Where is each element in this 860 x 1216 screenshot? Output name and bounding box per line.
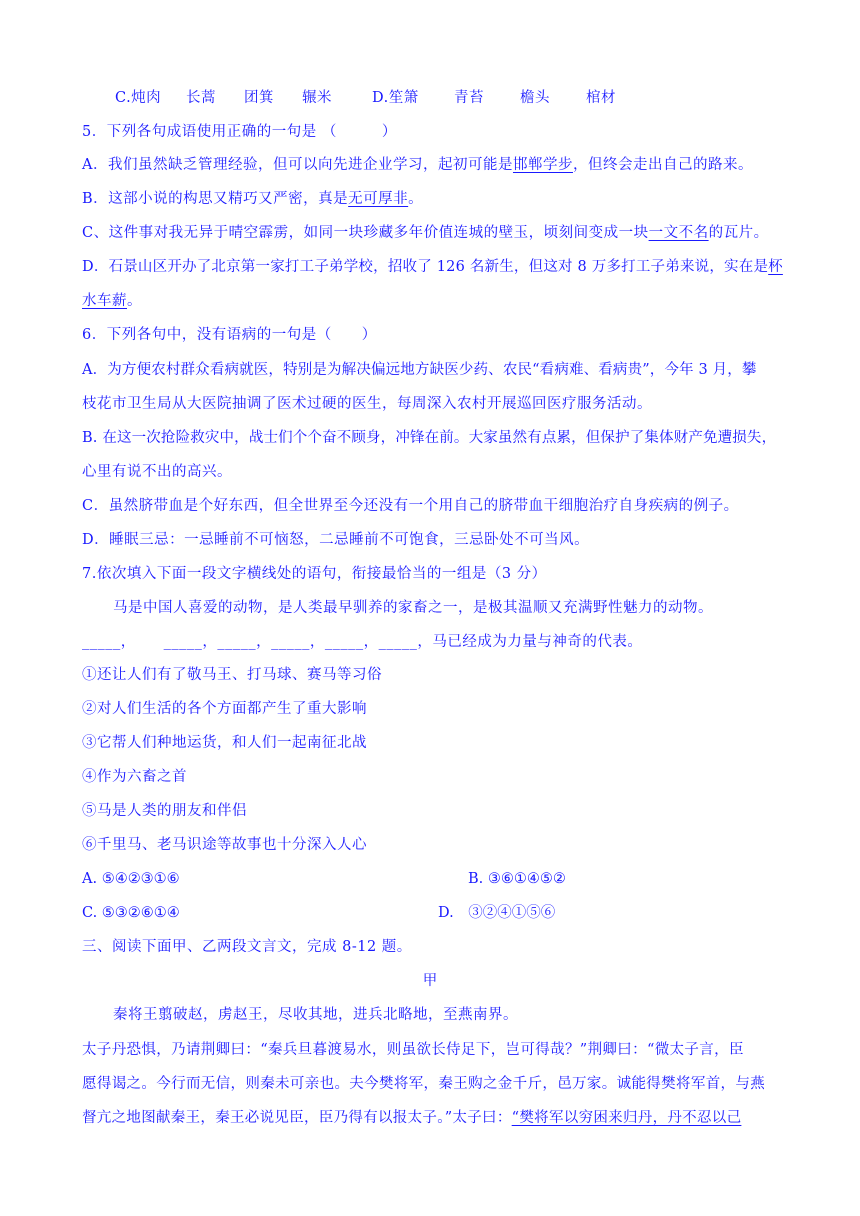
q7-option-b: B. ③⑥①④⑤②	[468, 871, 566, 887]
q6-option-a-line1: A．为方便农村群众看病就医，特别是为解决偏远地方缺医少药、农民“看病难、看病贵”，今年 3 月，攀	[82, 362, 757, 378]
q5-option-c: C、这件事对我无异于晴空霹雳，如同一块珍藏多年价值连城的壁玉，顷刻间变成一块一文不名的瓦片。	[82, 225, 769, 241]
q6-option-c: C．虽然脐带血是个好东西，但全世界至今还没有一个用自己的脐带血干细胞治疗自身疾病的例子。	[82, 498, 739, 514]
q7-option-a: A. ⑤④②③①⑥	[82, 871, 180, 887]
q4-option-c-word2: 长蒿	[186, 90, 216, 106]
q7-option-c: C. ⑤③②⑥①④	[82, 905, 180, 921]
passage-jia-line-4: 督亢之地图献秦王，秦王必说见臣，臣乃得有以报太子。”太子曰：“樊将军以穷困来归丹，丹不忍以己	[82, 1110, 742, 1126]
q4-option-c-word4: 辗米	[302, 90, 332, 106]
q5-d-idiom-part2: 水车薪	[82, 293, 127, 309]
q7-passage: 马是中国人喜爱的动物，是人类最早驯养的家畜之一，是极其温顺又充满野性魅力的动物。	[113, 600, 713, 616]
q6-option-a-line2: 枝花市卫生局从大医院抽调了医术过硬的医生，每周深入农村开展巡回医疗服务活动。	[82, 396, 652, 412]
q7-option-d: D. ③②④①⑤⑥	[438, 905, 556, 921]
q5-option-d-line2: 水车薪。	[82, 293, 142, 309]
q6-option-b-line2: 心里有说不出的高兴。	[82, 464, 232, 480]
q7-stem: 7.依次填入下面一段文字横线处的语句，衔接最恰当的一组是（3 分）	[82, 566, 547, 582]
passage-jia-underlined-sentence: “樊将军以穷困来归丹，丹不忍以己	[511, 1110, 742, 1126]
passage-jia-line-3: 愿得谒之。今行而无信，则秦未可亲也。夫今樊将军，秦王购之金千斤，邑万家。诚能得樊将军首，与燕	[82, 1076, 766, 1092]
q7-item-1: ①还让人们有了敬马王、打马球、赛马等习俗	[82, 667, 382, 683]
q7-item-2: ②对人们生活的各个方面都产生了重大影响	[82, 701, 367, 717]
q6-option-d: D．睡眠三忌：一忌睡前不可恼怒，二忌睡前不可饱食，三忌卧处不可当风。	[82, 532, 590, 548]
passage-jia-title: 甲	[422, 973, 438, 989]
q7-item-4: ④作为六畜之首	[82, 769, 187, 785]
q5-c-idiom: 一文不名	[648, 225, 709, 241]
q4-option-d-word3: 檐头	[520, 90, 550, 106]
passage-jia-line-2: 太子丹恐惧，乃请荆卿曰：“秦兵旦暮渡易水，则虽欲长侍足下，岂可得哉？”荆卿曰：“微太子言，臣	[82, 1042, 744, 1058]
q4-option-d-word4: 棺材	[586, 90, 616, 106]
q6-option-b-line1: B. 在这一次抢险救灾中，战士们个个奋不顾身，冲锋在前。大家虽然有点累，但保护了集体财产免遭损失，	[82, 430, 777, 446]
passage-jia-paragraph-1: 秦将王翦破赵，虏赵王，尽收其地，进兵北略地，至燕南界。	[113, 1007, 518, 1023]
q5-a-idiom: 邯郸学步	[512, 157, 573, 173]
q4-option-d-label: D.笙箫	[372, 90, 419, 106]
q5-d-idiom-part1: 杯	[768, 259, 783, 275]
section-3-heading: 三、阅读下面甲、乙两段文言文，完成 8-12 题。	[82, 939, 412, 955]
q4-option-c-word3: 团箕	[244, 90, 274, 106]
q4-option-c-label: C.炖肉	[115, 90, 162, 106]
q5-option-d-line1: D．石景山区开办了北京第一家打工子弟学校，招收了 126 名新生，但这对 8 万多打工子弟来说，实在是杯	[82, 259, 783, 275]
q6-stem: 6．下列各句中，没有语病的一句是（ ）	[82, 327, 377, 343]
q4-option-d-word2: 青苔	[454, 90, 484, 106]
q5-option-a: A．我们虽然缺乏管理经验，但可以向先进企业学习，起初可能是邯郸学步，但终会走出自己的路来。	[82, 157, 753, 173]
q7-item-3: ③它帮人们种地运货，和人们一起南征北战	[82, 735, 367, 751]
q7-item-6: ⑥千里马、老马识途等故事也十分深入人心	[82, 837, 367, 853]
q5-option-b: B．这部小说的构思又精巧又严密，真是无可厚非。	[82, 191, 424, 207]
q7-blanks: _____， _____，_____，_____，_____，_____，马已经成为力量与神奇的代表。	[82, 634, 643, 650]
q5-b-idiom: 无可厚非	[348, 191, 409, 207]
q7-item-5: ⑤马是人类的朋友和伴侣	[82, 803, 247, 819]
q5-stem: 5．下列各句成语使用正确的一句是 （ ）	[82, 124, 397, 140]
